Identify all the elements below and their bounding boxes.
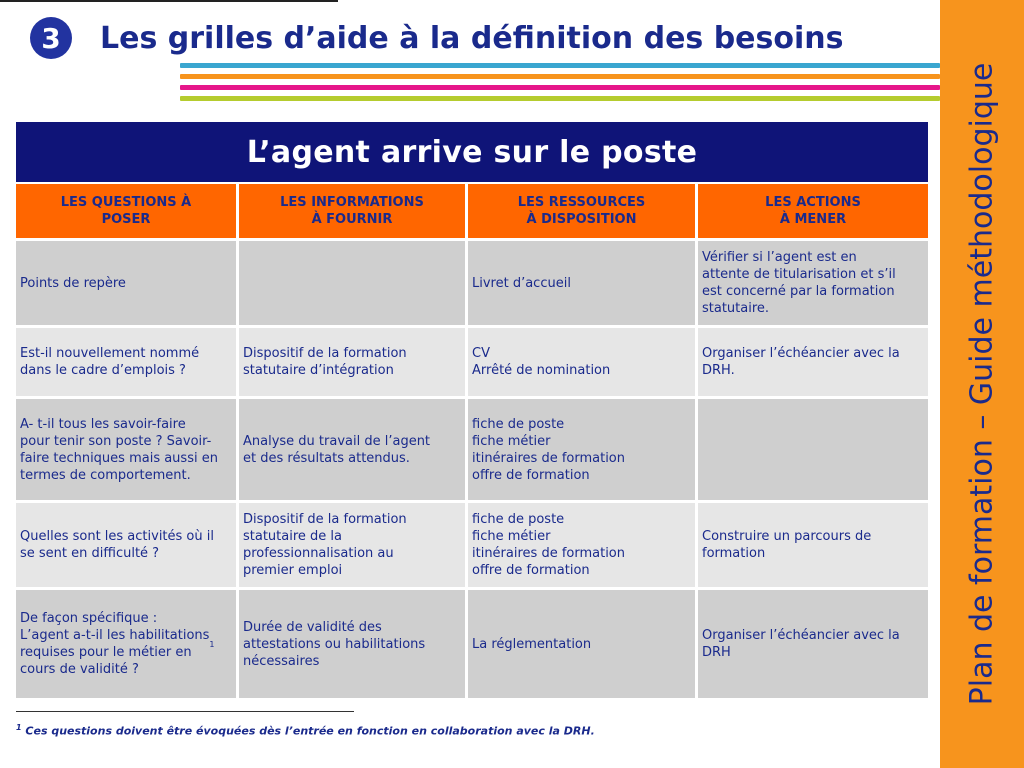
cell-ressource: CV Arrêté de nomination <box>468 328 695 396</box>
cell-information: Analyse du travail de l’agent et des résultats attendus. <box>239 399 465 500</box>
table-banner: L’agent arrive sur le poste <box>16 122 928 182</box>
cell-information: Dispositif de la formation statutaire de la professionnalisation au premier emploi <box>239 503 465 587</box>
cell-ressource: La réglementation <box>468 590 695 698</box>
decorative-stripes <box>180 63 940 103</box>
header-ressources: LES RESSOURCES À DISPOSITION <box>468 184 695 238</box>
section-number-badge: 3 <box>30 17 72 59</box>
table-row <box>16 503 928 587</box>
cell-information: Durée de validité des attestations ou habilitations nécessaires <box>239 590 465 698</box>
cell-action: Construire un parcours de formation <box>698 503 928 587</box>
footnote-ref: 1 <box>209 639 215 649</box>
cell-information <box>239 241 465 325</box>
table-row <box>16 241 928 325</box>
title-row <box>30 14 935 62</box>
cell-question: Est-il nouvellement nommé dans le cadre d’emplois ? <box>16 328 236 396</box>
needs-grid-table <box>16 184 928 701</box>
footnote-rule <box>16 711 354 712</box>
top-rule <box>0 0 338 2</box>
cell-question: Quelles sont les activités où il se sent en difficulté ? <box>16 503 236 587</box>
cell-action <box>698 399 928 500</box>
stripe-orange <box>180 74 940 79</box>
header-actions: LES ACTIONS À MENER <box>698 184 928 238</box>
cell-question-text: De façon spécifique : L’agent a-t-il les habilitations requises pour le métier en cours de validité ? <box>20 611 210 677</box>
header-informations: LES INFORMATIONS À FOURNIR <box>239 184 465 238</box>
table-row <box>16 328 928 396</box>
table-row <box>16 399 928 500</box>
footnote-text: Ces questions doivent être évoquées dès l’entrée en fonction en collaboration avec la DRH. <box>21 724 595 738</box>
page-title: Les grilles d’aide à la définition des besoins <box>100 20 844 56</box>
stripe-blue <box>180 63 940 68</box>
stripe-pink <box>180 85 940 90</box>
table-row <box>16 590 928 698</box>
footnote <box>16 723 595 738</box>
cell-ressource: Livret d’accueil <box>468 241 695 325</box>
cell-action: Organiser l’échéancier avec la DRH. <box>698 328 928 396</box>
cell-question <box>16 590 236 698</box>
side-label: Plan de formation – Guide méthodologique <box>964 62 1000 706</box>
cell-ressource: fiche de poste fiche métier itinéraires de formation offre de formation <box>468 399 695 500</box>
cell-question: Points de repère <box>16 241 236 325</box>
table-header-row <box>16 184 928 238</box>
cell-action: Organiser l’échéancier avec la DRH <box>698 590 928 698</box>
header-questions: LES QUESTIONS À POSER <box>16 184 236 238</box>
footnote-marker: 1 <box>16 723 22 732</box>
cell-question: A- t-il tous les savoir-faire pour tenir son poste ? Savoir- faire techniques mais aussi en termes de comportement. <box>16 399 236 500</box>
cell-action: Vérifier si l’agent est en attente de titularisation et s’il est concerné par la formation statutaire. <box>698 241 928 325</box>
cell-information: Dispositif de la formation statutaire d’intégration <box>239 328 465 396</box>
stripe-green <box>180 96 940 101</box>
cell-ressource: fiche de poste fiche métier itinéraires de formation offre de formation <box>468 503 695 587</box>
